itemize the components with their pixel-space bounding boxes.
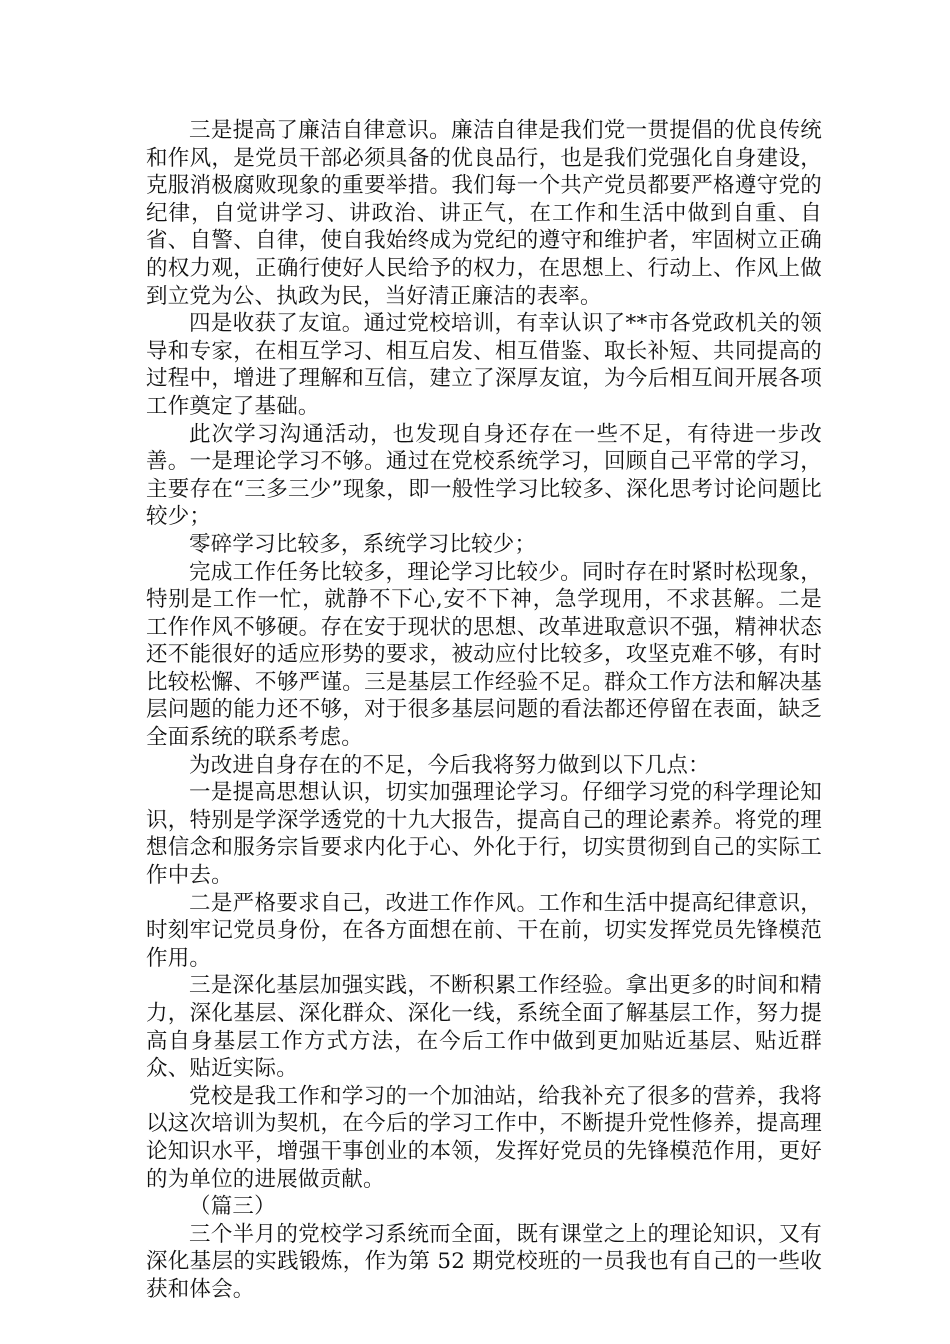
paragraph-conclusion: 党校是我工作和学习的一个加油站，给我补充了很多的营养，我将以这次培训为契机，在今后的学习工作中，不断提升党性修养，提高理论知识水平，增强干事创业的本领，发挥好党员的先锋模范作用，更好的为单位的进展做贡献。 [146,1083,822,1192]
paragraph-improvement-intro: 为改进自身存在的不足，今后我将努力做到以下几点： [189,752,710,778]
paragraph-fragmented-study: 零碎学习比较多，系统学习比较少； [189,531,537,557]
paragraph-friendship: 四是收获了友谊。通过党校培训，有幸认识了**市各党政机关的领导和专家，在相互学习、相互启发、相互借鉴、取长补短、共同提高的过程中，增进了理解和互信，建立了深厚友谊，为今后相互间开展各项工作奠定了基础。 [146,311,822,419]
paragraph-point-three: 三是深化基层加强实践，不断积累工作经验。拿出更多的时间和精力，深化基层、深化群众、深化一线，系统全面了解基层工作，努力提高自身基层工作方式方法，在今后工作中做到更加贴近基层、贴近群众、贴近实际。 [146,973,822,1082]
document-page [146,117,822,1304]
paragraph-point-one: 一是提高思想认识，切实加强理论学习。仔细学习党的科学理论知识，特别是学深学透党的十九大报告，提高自己的理论素养。将党的理想信念和服务宗旨要求内化于心、外化于行，切实贯彻到自己的实际工作中去。 [146,780,822,889]
paragraph-part-three-intro: 三个半月的党校学习系统而全面，既有课堂之上的理论知识，又有深化基层的实践锻炼，作为第 52 期党校班的一员我也有自己的一些收获和体会。 [146,1221,822,1302]
paragraph-integrity: 三是提高了廉洁自律意识。廉洁自律是我们党一贯提倡的优良传统和作风，是党员干部必须具备的优良品行，也是我们党强化自身建设，克服消极腐败现象的重要举措。我们每一个共产党员都要严格遵守党的纪律，自觉讲学习、讲政治、讲正气，在工作和生活中做到自重、自省、自警、自律，使自我始终成为党纪的遵守和维护者，牢固树立正确的权力观，正确行使好人民给予的权力，在思想上、行动上、作风上做到立党为公、执政为民，当好清正廉洁的表率。 [146,118,822,309]
paragraph-work-style: 完成工作任务比较多，理论学习比较少。同时存在时紧时松现象，特别是工作一忙，就静不下心,安不下神，急学现用，不求甚解。二是工作作风不够硬。存在安于现状的思想、改革进取意识不强，精神状态还不能很好的适应形势的要求，被动应付比较多，攻坚克难不够，有时比较松懈、不够严谨。三是基层工作经验不足。群众工作方法和解决基层问题的能力还不够，对于很多基层问题的看法都还停留在表面，缺乏全面系统的联系考虑。 [146,559,822,751]
paragraph-point-two: 二是严格要求自己，改进工作作风。工作和生活中提高纪律意识，时刻牢记党员身份，在各方面想在前、干在前，切实发挥党员先锋模范作用。 [146,890,822,971]
section-heading: （篇三） [189,1194,276,1220]
paragraph-shortcomings: 此次学习沟通活动，也发现自身还存在一些不足，有待进一步改善。一是理论学习不够。通过在党校系统学习，回顾自己平常的学习，主要存在“三多三少”现象，即一般性学习比较多、深化思考讨论问题比较少； [146,421,822,530]
